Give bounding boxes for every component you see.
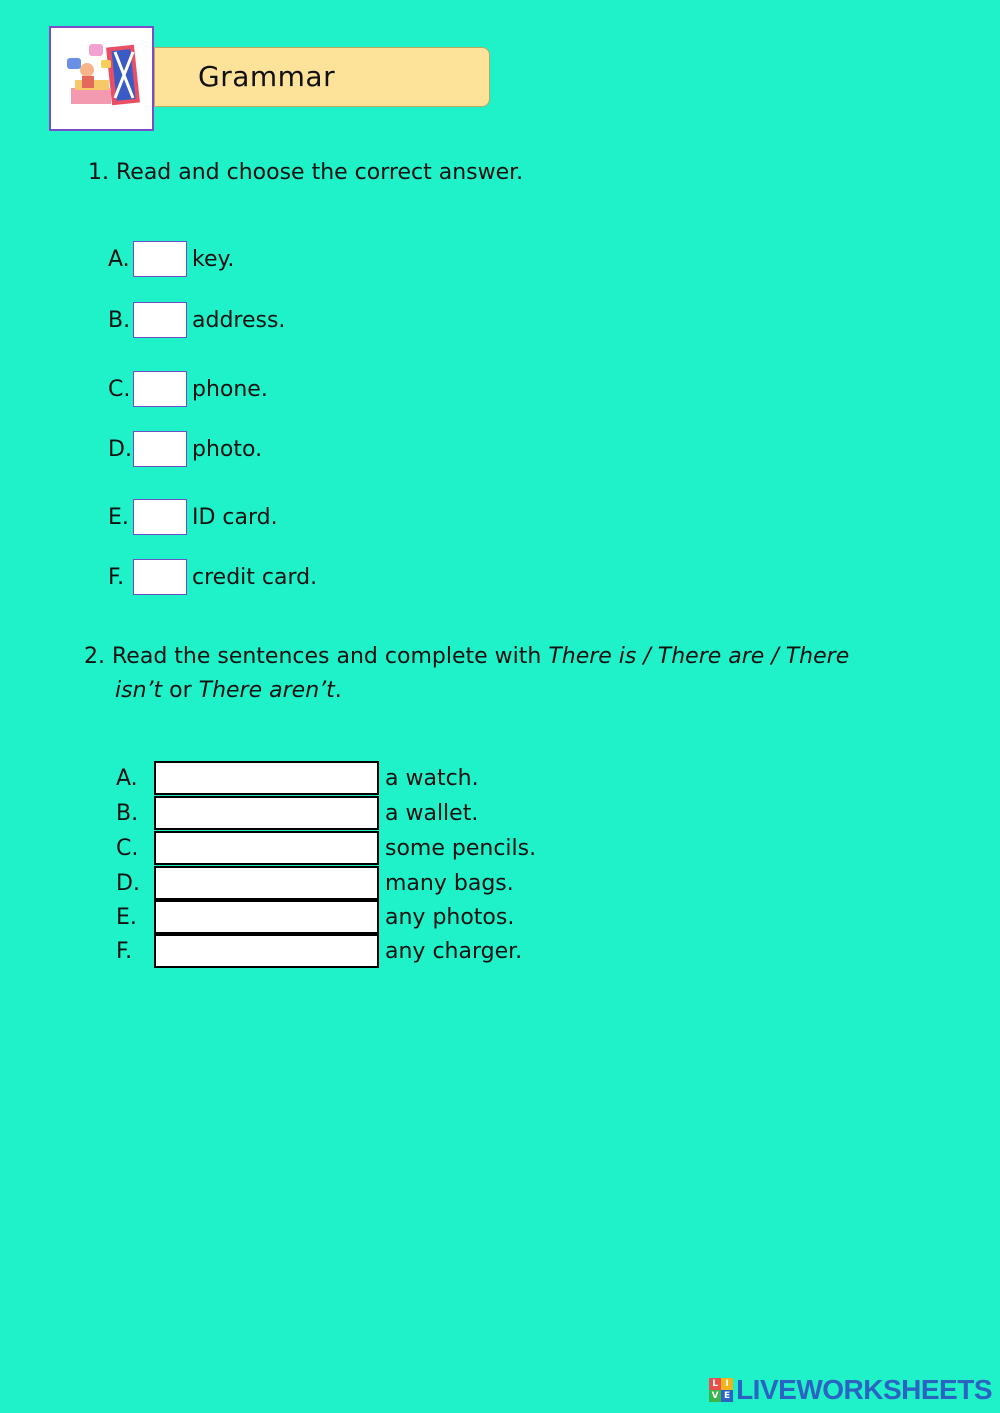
footer-brand[interactable] — [709, 1373, 992, 1407]
question2-period: . — [334, 678, 342, 703]
item-text: some pencils. — [385, 835, 537, 861]
item-text: a watch. — [385, 765, 479, 791]
answer-box-b[interactable] — [133, 302, 187, 338]
item-letter: A. — [116, 765, 138, 791]
header-illustration — [49, 26, 154, 131]
logo-letter-e: E — [721, 1390, 733, 1402]
q2-item-c — [116, 831, 536, 865]
brand-name: LIVEWORKSHEETS — [736, 1374, 992, 1405]
q2-item-b — [116, 796, 478, 830]
item-letter: E. — [116, 904, 137, 930]
item-text: ID card. — [192, 504, 278, 530]
book-flag-illustration-icon — [51, 28, 152, 129]
item-letter: D. — [108, 436, 132, 462]
question1-instruction: 1. Read and choose the correct answer. — [88, 160, 524, 185]
question2-instruction — [84, 640, 944, 708]
item-letter: C. — [108, 376, 131, 402]
item-letter: F. — [116, 938, 133, 964]
q1-item-a — [108, 240, 234, 278]
item-text: photo. — [192, 436, 263, 462]
page-title: Grammar — [198, 60, 336, 93]
answer-box-e[interactable] — [133, 499, 187, 535]
q1-item-e — [108, 498, 278, 536]
answer-field-f[interactable] — [154, 934, 379, 968]
item-text: credit card. — [192, 564, 318, 590]
q2-item-d — [116, 866, 514, 900]
answer-box-c[interactable] — [133, 371, 187, 407]
q2-item-e — [116, 900, 514, 934]
item-text: any charger. — [385, 938, 523, 964]
q1-item-b — [108, 301, 285, 339]
answer-box-d[interactable] — [133, 431, 187, 467]
question2-text: Read the sentences and complete with — [112, 644, 549, 669]
question2-option-isnt: isn’t — [115, 678, 163, 703]
question2-option-arent: There aren’t — [198, 678, 335, 703]
q1-item-d — [108, 430, 262, 468]
question2-number: 2. — [84, 644, 105, 669]
answer-field-e[interactable] — [154, 900, 379, 934]
q2-item-a — [116, 761, 479, 795]
q1-item-c — [108, 370, 268, 408]
answer-field-c[interactable] — [154, 831, 379, 865]
answer-field-d[interactable] — [154, 866, 379, 900]
item-text: a wallet. — [385, 800, 479, 826]
q2-item-f — [116, 934, 522, 968]
item-letter: C. — [116, 835, 139, 861]
item-letter: A. — [108, 246, 130, 272]
liveworksheets-logo-icon — [709, 1378, 733, 1402]
item-letter: D. — [116, 870, 140, 896]
item-letter: F. — [108, 564, 125, 590]
item-text: key. — [192, 246, 235, 272]
logo-letter-i: I — [721, 1378, 733, 1390]
item-text: phone. — [192, 376, 268, 402]
item-letter: E. — [108, 504, 129, 530]
question2-or: or — [162, 678, 199, 703]
answer-field-b[interactable] — [154, 796, 379, 830]
answer-box-f[interactable] — [133, 559, 187, 595]
item-text: any photos. — [385, 904, 515, 930]
logo-letter-l: L — [709, 1378, 721, 1390]
answer-field-a[interactable] — [154, 761, 379, 795]
logo-letter-v: V — [709, 1390, 721, 1402]
item-text: address. — [192, 307, 286, 333]
item-letter: B. — [108, 307, 131, 333]
q1-item-f — [108, 558, 317, 596]
item-letter: B. — [116, 800, 139, 826]
item-text: many bags. — [385, 870, 514, 896]
answer-box-a[interactable] — [133, 241, 187, 277]
question2-options: There is / There are / There — [548, 644, 850, 669]
